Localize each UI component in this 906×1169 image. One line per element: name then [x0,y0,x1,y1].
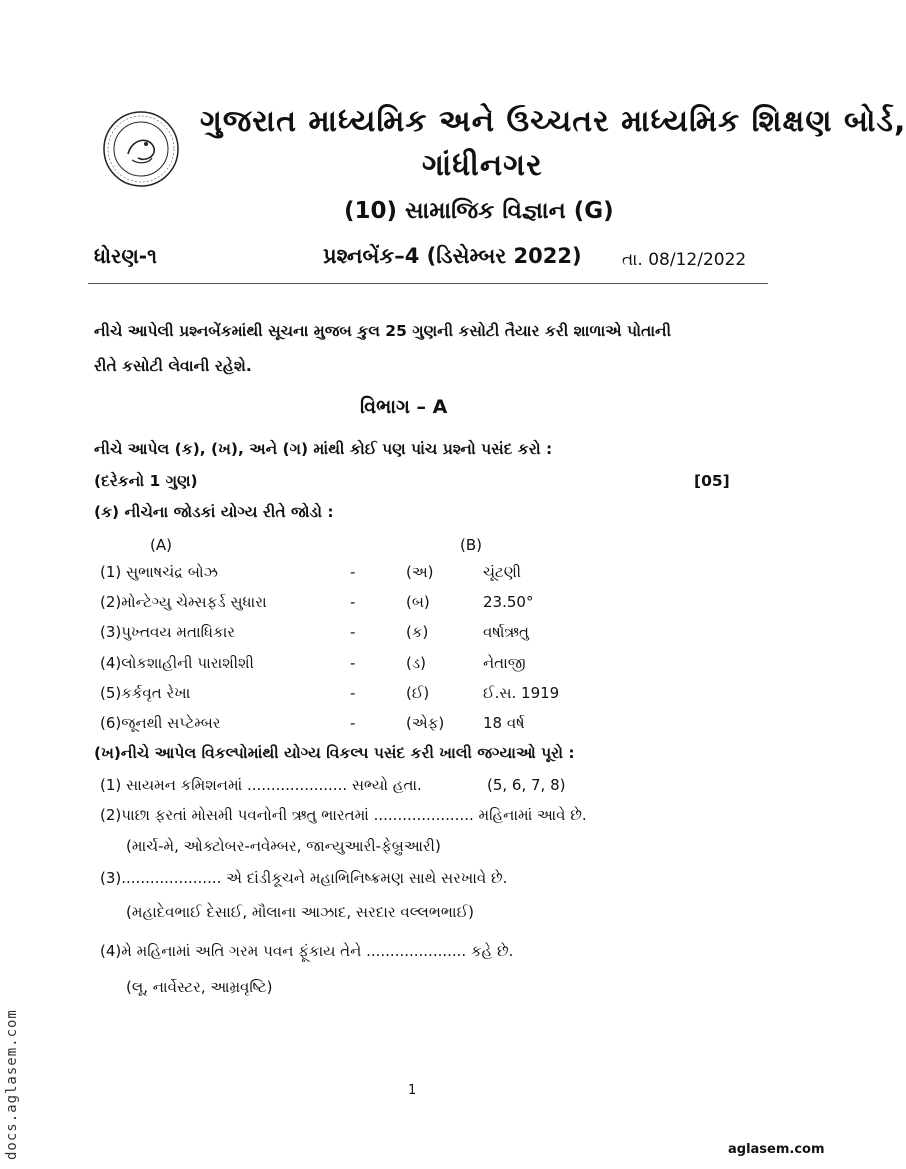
match-item-a: (5)કર્કવૃત રેખા [100,684,191,702]
footer-brand: aglasem.com [728,1142,825,1157]
match-dash: - [350,714,356,732]
match-item-a: (3)પુખ્તવય મતાધિકાર [100,623,236,641]
match-item-b-label: (એફ) [406,714,445,732]
question-bank-title: પ્રશ્નબેંક–4 (ડિસેમ્બર 2022) [323,244,582,268]
side-watermark: docs.aglasem.com [4,1009,20,1160]
instruction-line-1: નીચે આપેલી પ્રશ્નબેંકમાંથી સૂચના મુજબ કુલ 25 ગુણની કસોટી તૈયાર કરી શાળાએ પોતાની [94,322,672,340]
standard-label: ધોરણ-૧ [94,244,157,268]
match-dash: - [350,593,356,611]
instruction-line-2: રીતે કસોટી લેવાની રહેશે. [94,357,252,375]
match-item-a: (4)લોકશાહીની પારાશીશી [100,654,254,672]
match-dash: - [350,684,356,702]
fill-blank-q2-options: (માર્ચ-મે, ઓક્ટોબર-નવેમ્બર, જાન્યુઆરી-ફેબ્રુઆરી) [126,837,441,855]
board-name-line1: ગુજરાત માધ્યમિક અને ઉચ્ચતર માધ્યમિક શિક્ષણ બોર્ડ, [200,104,906,139]
match-item-b-label: (ક) [406,623,429,641]
match-item-b-label: (બ) [406,593,430,611]
page-number: 1 [408,1083,417,1098]
fill-blank-q3: (3)..................... એ દાંડીકૂચને મહાભિનિષ્ક્રમણ સાથે સરખાવે છે. [100,869,508,887]
match-dash: - [350,563,356,581]
match-dash: - [350,623,356,641]
fill-blank-q1-options: (5, 6, 7, 8) [487,776,566,794]
marks-each: (દરેકનો 1 ગુણ) [94,472,198,490]
column-a-header: (A) [150,536,172,554]
match-item-b: નેતાજી [483,654,526,672]
match-item-b: વર્ષાઋતુ [483,623,529,641]
match-item-a: (1) સુભાષચંદ્ર બોઝ [100,563,218,581]
fill-blank-q1: (1) સાયમન કમિશનમાં ..................... સભ્યો હતા. [100,776,422,794]
fill-blank-q4-options: (લૂ, નાર્વેસ્ટર, આમ્રવૃષ્ટિ) [126,978,273,996]
match-item-b: ઈ.સ. 1919 [483,684,560,702]
match-item-b: 23.50° [483,593,534,611]
fill-blank-q2: (2)પાછા ફરતાં મોસમી પવનોની ઋતુ ભારતમાં ..................... મહિનામાં આવે છે. [100,806,587,824]
match-dash: - [350,654,356,672]
match-title: (ક) નીચેના જોડકાં યોગ્ય રીતે જોડો : [94,503,334,521]
board-name-line2: ગાંધીનગર [422,148,543,183]
fill-blank-q3-options: (મહાદેવભાઈ દેસાઈ, મૌલાના આઝાદ, સરદાર વલ્લભભાઈ) [126,903,475,921]
date-label: તા. 08/12/2022 [622,250,747,270]
fill-blanks-title: (ખ)નીચે આપેલ વિકલ્પોમાંથી યોગ્ય વિકલ્પ પસંદ કરી ખાલી જગ્યાઓ પૂરો : [94,744,575,762]
total-marks: [05] [694,472,730,490]
match-item-b: 18 વર્ષ [483,714,525,732]
board-seal-logo [102,110,180,188]
header-divider [88,283,768,284]
match-item-b-label: (અ) [406,563,434,581]
match-item-a: (2)મોન્ટેગ્યુ ચેમ્સફર્ડ સુધારા [100,593,267,611]
section-a-title: વિભાગ – A [360,396,448,418]
match-item-b: ચૂંટણી [483,563,522,581]
match-item-b-label: (ઈ) [406,684,430,702]
fill-blank-q4: (4)મે મહિનામાં અતિ ગરમ પવન ફૂંકાય તેને ..................... કહે છે. [100,942,514,960]
match-item-a: (6)જૂનથી સપ્ટેમ્બર [100,714,221,732]
subject-title: (10) સામાજિક વિજ્ઞાન (G) [344,198,614,224]
column-b-header: (B) [460,536,482,554]
match-item-b-label: (ડ) [406,654,426,672]
section-a-instruction: નીચે આપેલ (ક), (ખ), અને (ગ) માંથી કોઈ પણ પાંચ પ્રશ્નો પસંદ કરો : [94,440,553,458]
